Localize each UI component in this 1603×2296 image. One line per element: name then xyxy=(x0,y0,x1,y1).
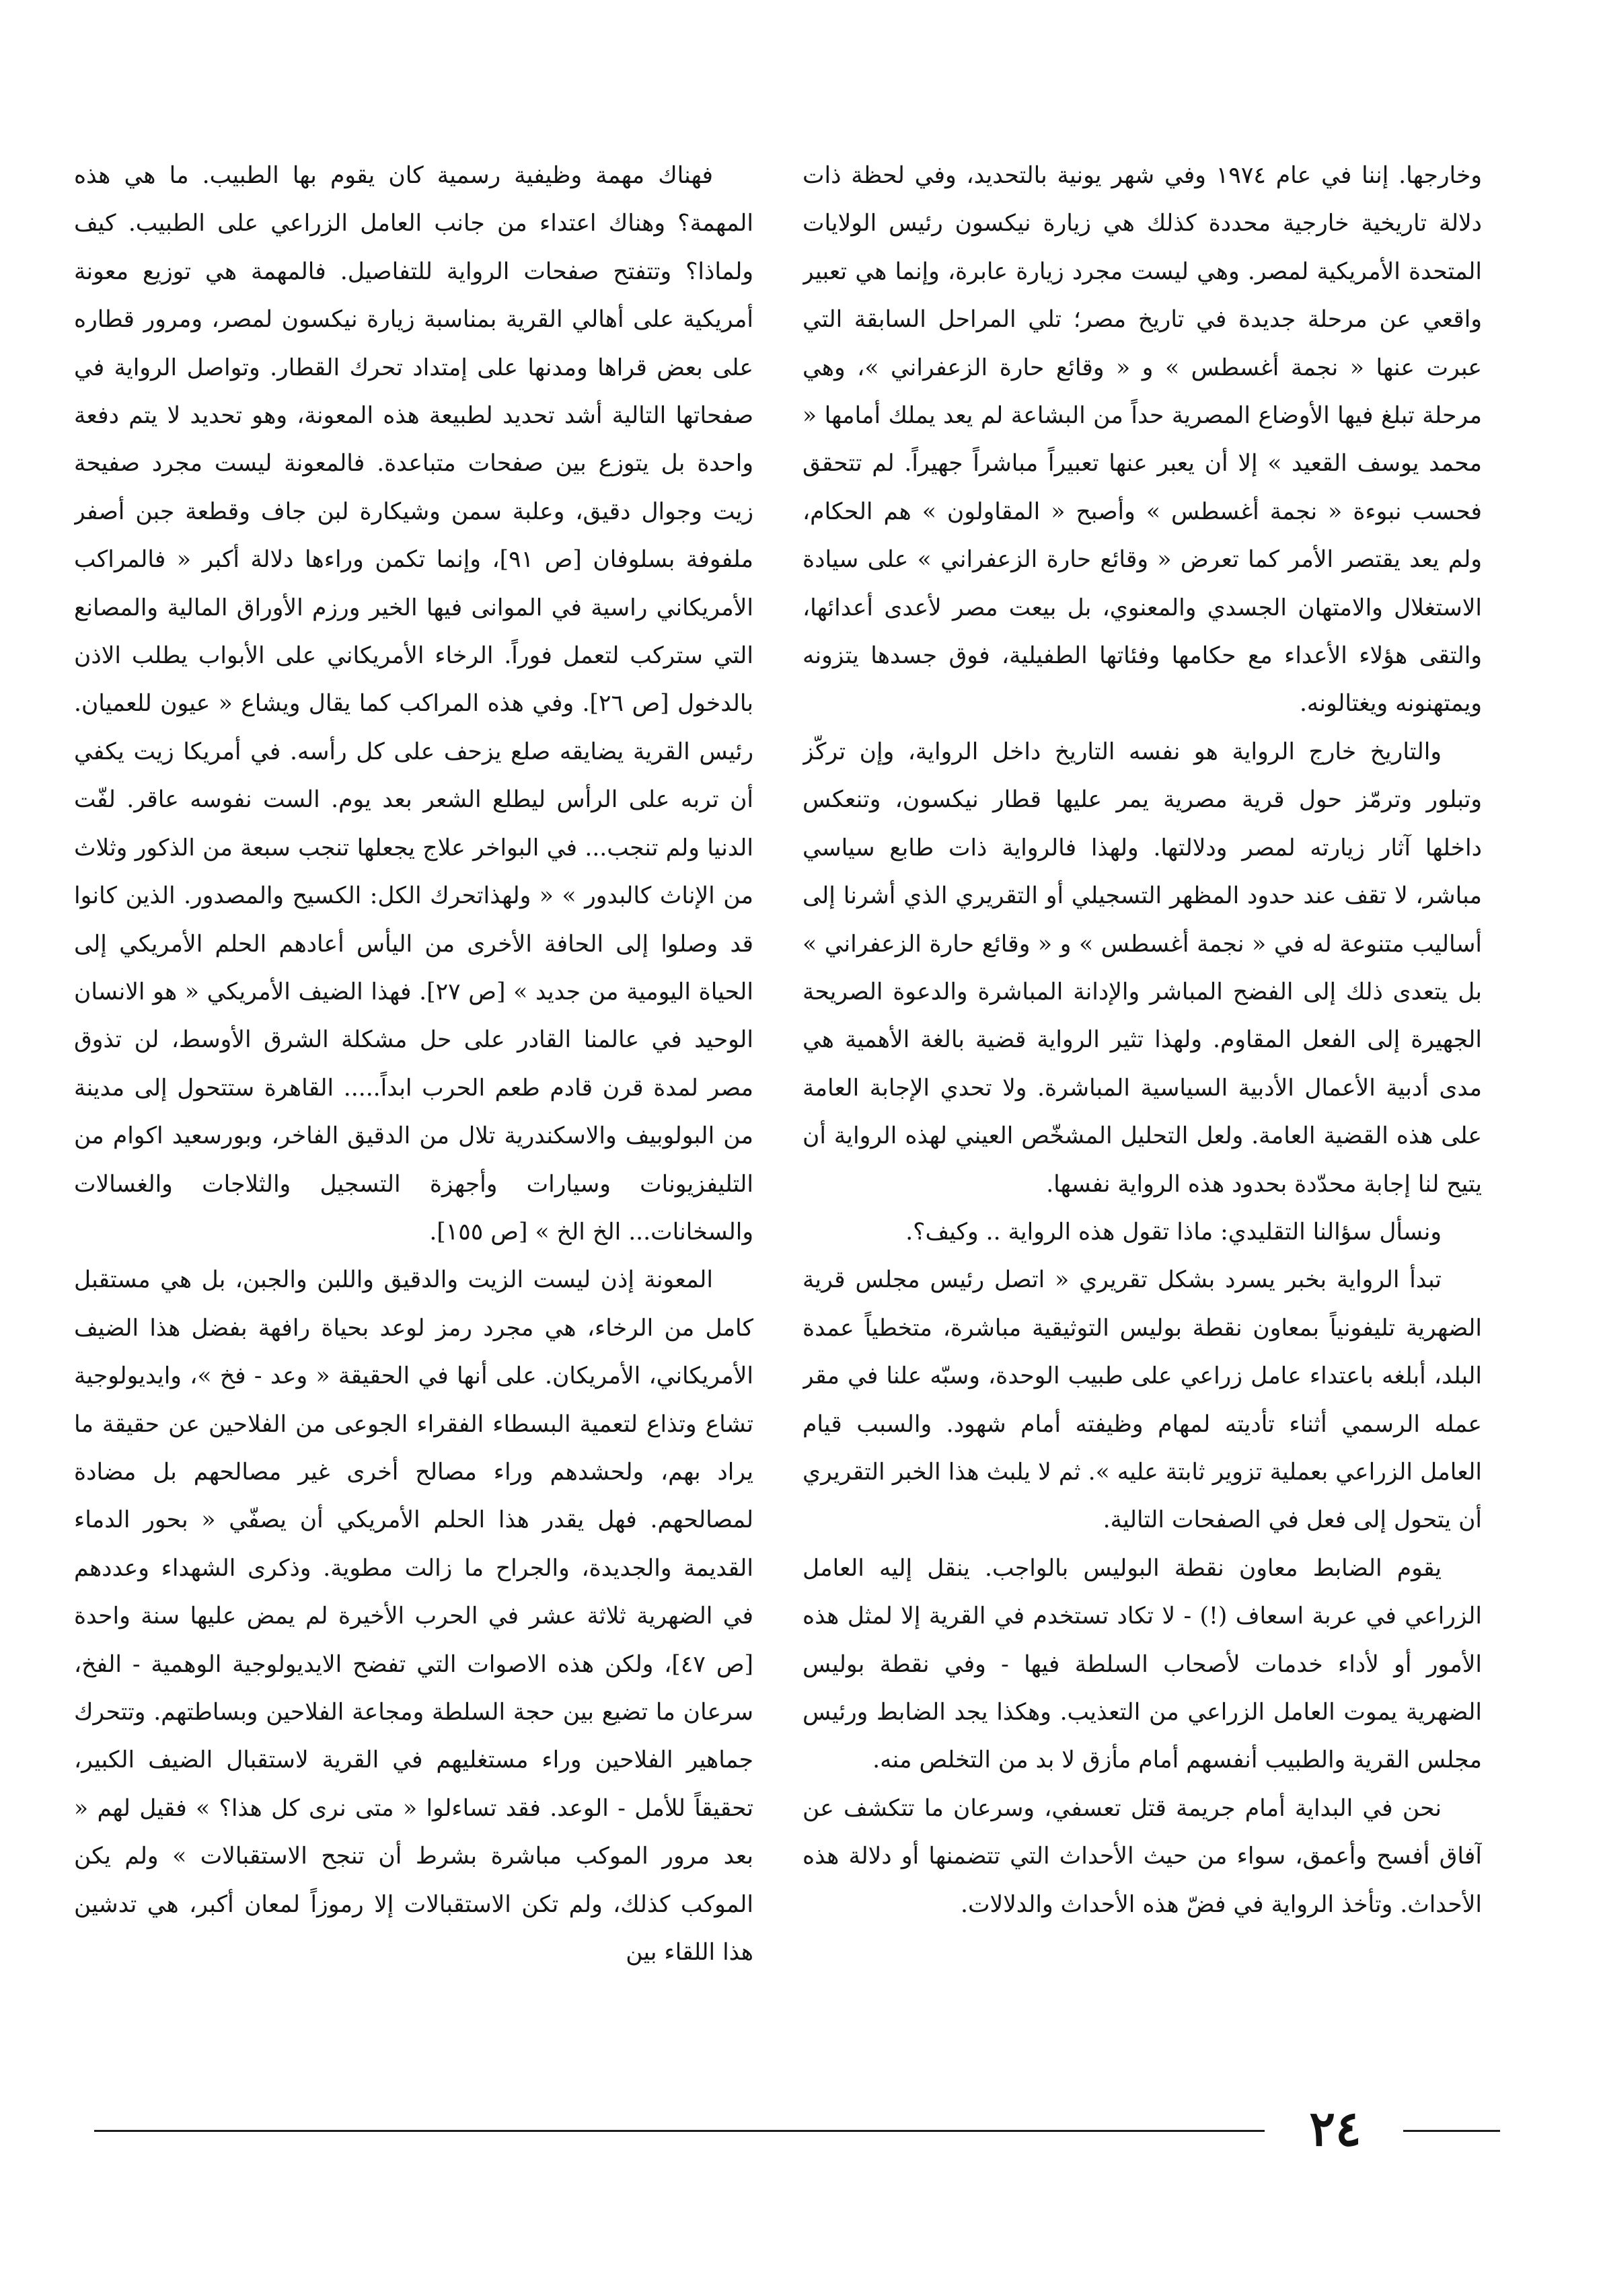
page-number: ٢٤ xyxy=(1309,2100,1362,2157)
paragraph: ونسأل سؤالنا التقليدي: ماذا تقول هذه الرواية .. وكيف؟. xyxy=(905,1218,1442,1246)
left-text-column xyxy=(74,152,753,2028)
paragraph: والتاريخ خارج الرواية هو نفسه التاريخ داخل الرواية، وإن تركّز وتبلور وترمّز حول قرية مصرية يمر عليها قطار نيكسون، وتنعكس داخلها آثار زيارته لمصر ودلالتها. ولهذا فالرواية ذات طابع سياسي مباشر، لا تقف عند حدود المظهر التسجيلي أو التقريري الذي أشرنا إلى أساليب متنوعة له في « نجمة أغسطس » و « وقائع حارة الزعفراني » بل يتعدى ذلك إلى الفضح المباشر والإدانة المباشرة والدعوة الصريحة الجهيرة إلى الفعل المقاوم. ولهذا تثير الرواية قضية بالغة الأهمية هي مدى أدبية الأعمال الأدبية السياسية المباشرة. ولا تحدي الإجابة العامة على هذه القضية العامة. ولعل التحليل المشخّص العيني لهذه الرواية أن يتيح لنا إجابة محدّدة بحدود هذه الرواية نفسها. xyxy=(803,738,1482,1198)
paragraph: يقوم الضابط معاون نقطة البوليس بالواجب. ينقل إليه العامل الزراعي في عربة اسعاف (!) - لا تكاد تستخدم في القرية إلا لمثل هذه الأمور أو لأداء خدمات لأصحاب السلطة فيها - وفي نقطة بوليس الضهرية يموت العامل الزراعي من التعذيب. وهكذا يجد الضابط ورئيس مجلس القرية والطبيب أنفسهم أمام مأزق لا بد من التخلص منه. xyxy=(803,1554,1482,1774)
paragraph: نحن في البداية أمام جريمة قتل تعسفي، وسرعان ما تتكشف عن آفاق أفسح وأعمق، سواء من حيث الأحداث التي تتضمنها أو دلالة هذه الأحداث. وتأخذ الرواية في فضّ هذه الأحداث والدلالات. xyxy=(803,1794,1482,1918)
right-text-column xyxy=(803,152,1482,2028)
paragraph: المعونة إذن ليست الزيت والدقيق واللبن والجبن، بل هي مستقبل كامل من الرخاء، هي مجرد رمز لوعد بحياة رافهة بفضل هذا الضيف الأمريكاني، الأمريكان. على أنها في الحقيقة « وعد - فخ »، وايديولوجية تشاع وتذاع لتعمية البسطاء الفقراء الجوعى من الفلاحين عن حقيقة ما يراد بهم، ولحشدهم وراء مصالح أخرى غير مصالحهم بل مضادة لمصالحهم. فهل يقدر هذا الحلم الأمريكي أن يصفّي « بحور الدماء القديمة والجديدة، والجراح ما زالت مطوية. وذكرى الشهداء وعددهم في الضهرية ثلاثة عشر في الحرب الأخيرة لم يمض عليها سنة واحدة [ص ٤٧]، ولكن هذه الاصوات التي تفضح الايديولوجية الوهمية - الفخ، سرعان ما تضيع بين حجة السلطة ومجاعة الفلاحين وبساطتهم. وتتحرك جماهير الفلاحين وراء مستغليهم في القرية لاستقبال الضيف الكبير، تحقيقاً للأمل - الوعد. فقد تساءلوا « متى نرى كل هذا؟ » فقيل لهم « بعد مرور الموكب مباشرة بشرط أن تنجح الاستقبالات » ولم يكن الموكب كذلك، ولم تكن الاستقبالات إلا رموزاً لمعان أكبر، هي تدشين هذا اللقاء بين xyxy=(74,1266,753,1966)
footer-rule-left xyxy=(94,2130,1265,2132)
paragraph: فهناك مهمة وظيفية رسمية كان يقوم بها الطبيب. ما هي هذه المهمة؟ وهناك اعتداء من جانب العامل الزراعي على الطبيب. كيف ولماذا؟ وتتفتح صفحات الرواية للتفاصيل. فالمهمة هي توزيع معونة أمريكية على أهالي القرية بمناسبة زيارة نيكسون لمصر، ومرور قطاره على بعض قراها ومدنها على إمتداد تحرك القطار. وتواصل الرواية في صفحاتها التالية أشد تحديد لطبيعة هذه المعونة، وهو تحديد لا يتم دفعة واحدة بل يتوزع بين صفحات متباعدة. فالمعونة ليست مجرد صفيحة زيت وجوال دقيق، وعلبة سمن وشيكارة لبن جاف وقطعة جبن أصفر ملفوفة بسلوفان [ص ٩١]، وإنما تكمن وراءها دلالة أكبر « فالمراكب الأمريكاني راسية في الموانى فيها الخير ورزم الأوراق المالية والمصانع التي ستركب لتعمل فوراً. الرخاء الأمريكاني على الأبواب يطلب الاذن بالدخول [ص ٢٦]. وفي هذه المراكب كما يقال ويشاع « عيون للعميان. رئيس القرية يضايقه صلع يزحف على كل رأسه. في أمريكا زيت يكفي أن تربه على الرأس ليطلع الشعر بعد يوم. الست نفوسه عاقر. لفّت الدنيا ولم تنجب... في البواخر علاج يجعلها تنجب سبعة من الذكور وثلاث من الإناث كالبدور » « ولهذاتحرك الكل: الكسيح والمصدور. الذين كانوا قد وصلوا إلى الحافة الأخرى من اليأس أعادهم الحلم الأمريكي إلى الحياة اليومية من جديد » [ص ٢٧]. فهذا الضيف الأمريكي « هو الانسان الوحيد في عالمنا القادر على حل مشكلة الشرق الأوسط، لن تذوق مصر لمدة قرن قادم طعم الحرب ابداً..... القاهرة ستتحول إلى مدينة من البولوبيف والاسكندرية تلال من الدقيق الفاخر، وبورسعيد اكوام من التليفزيونات وسيارات وأجهزة التسجيل والثلاجات والغسالات والسخانات... الخ الخ » [ص ١٥٥]. xyxy=(74,162,753,1246)
paragraph: وخارجها. إننا في عام ١٩٧٤ وفي شهر يونية بالتحديد، وفي لحظة ذات دلالة تاريخية خارجية محددة كذلك هي زيارة نيكسون رئيس الولايات المتحدة الأمريكية لمصر. وهي ليست مجرد زيارة عابرة، وإنما هي تعبير واقعي عن مرحلة جديدة في تاريخ مصر؛ تلي المراحل السابقة التي عبرت عنها « نجمة أغسطس » و « وقائع حارة الزعفراني »، وهي مرحلة تبلغ فيها الأوضاع المصرية حداً من البشاعة لم يعد يملك أمامها « محمد يوسف القعيد » إلا أن يعبر عنها تعبيراً مباشراً جهيراً. لم تتحقق فحسب نبوءة « نجمة أغسطس » وأصبح « المقاولون » هم الحكام، ولم يعد يقتصر الأمر كما تعرض « وقائع حارة الزعفراني » على سيادة الاستغلال والامتهان الجسدي والمعنوي، بل بيعت مصر لأعدى أعدائها، والتقى هؤلاء الأعداء مع حكامها وفئاتها الطفيلية، فوق جسدها يتزونه ويمتهنونه ويغتالونه. xyxy=(803,162,1482,718)
paragraph: تبدأ الرواية بخبر يسرد بشكل تقريري « اتصل رئيس مجلس قرية الضهرية تليفونياً بمعاون نقطة بوليس التوثيقية مباشرة، متخطياً عمدة البلد، أبلغه باعتداء عامل زراعي على طبيب الوحدة، وسبّه علنا في مقر عمله الرسمي أثناء تأديته لمهام وظيفته أمام شهود. والسبب قيام العامل الزراعي بعملية تزوير ثابتة عليه ». ثم لا يلبث هذا الخبر التقريري أن يتحول إلى فعل في الصفحات التالية. xyxy=(803,1266,1482,1534)
footer-rule-right xyxy=(1403,2130,1500,2132)
